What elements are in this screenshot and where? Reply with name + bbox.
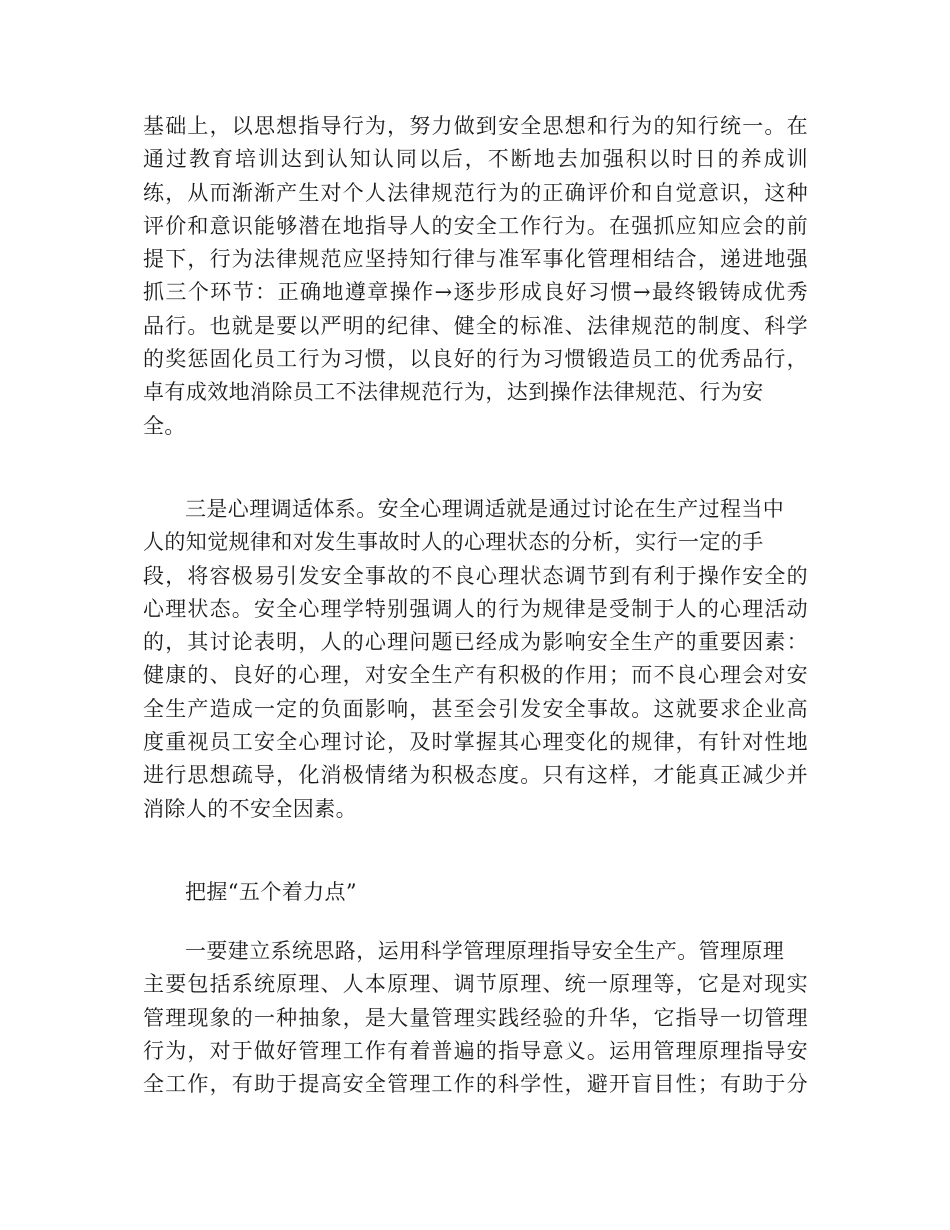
text-line: 管理现象的一种抽象，是大量管理实践经验的升华，它指导一切管理 xyxy=(143,1005,808,1030)
text-line: 主要包括系统原理、人本原理、调节原理、统一原理等，它是对现实 xyxy=(143,972,808,997)
text-line: 把握“五个着力点” xyxy=(185,880,358,904)
text-line: 基础上，以思想指导行为，努力做到安全思想和行为的知行统一。在 xyxy=(143,114,808,138)
text-line: 通过教育培训达到认知认同以后，不断地去加强积以时日的养成训 xyxy=(143,147,808,172)
text-line: 行为，对于做好管理工作有着普遍的指导意义。运用管理原理指导安 xyxy=(143,1038,808,1063)
text-line: 一要建立系统思路，运用科学管理原理指导安全生产。管理原理 xyxy=(185,939,785,963)
text-line: 全工作，有助于提高安全管理工作的科学性，避开盲目性；有助于分 xyxy=(143,1072,808,1097)
text-line: 进行思想疏导，化消极情绪为积极态度。只有这样，才能真正减少并 xyxy=(143,763,808,788)
text-line: 全生产造成一定的负面影响，甚至会引发安全事故。这就要求企业高 xyxy=(143,696,808,721)
text-line: 段，将容极易引发安全事故的不良心理状态调节到有利于操作安全的 xyxy=(143,563,808,588)
text-line: 人的知觉规律和对发生事故时人的心理状态的分析，实行一定的手 xyxy=(143,530,764,555)
paragraph-behavior-norms xyxy=(143,110,808,443)
text-line: 评价和意识能够潜在地指导人的安全工作行为。在强抓应知应会的前 xyxy=(143,213,808,238)
text-line: 练，从而渐渐产生对个人法律规范行为的正确评价和自觉意识，这种 xyxy=(143,180,808,205)
text-line: 度重视员工安全心理讨论，及时掌握其心理变化的规律，有针对性地 xyxy=(143,730,808,755)
text-line: 品行。也就是要以严明的纪律、健全的标准、法律规范的制度、科学 xyxy=(143,313,808,338)
text-line: 提下，行为法律规范应坚持知行律与准军事化管理相结合，递进地强 xyxy=(143,247,808,272)
paragraph-system-thinking xyxy=(143,935,808,1101)
text-line: 三是心理调适体系。安全心理调适就是通过讨论在生产过程当中 xyxy=(185,497,785,521)
text-line: 健康的、良好的心理，对安全生产有积极的作用；而不良心理会对安 xyxy=(143,663,808,688)
text-line: 的，其讨论表明，人的心理问题已经成为影响安全生产的重要因素： xyxy=(143,630,808,655)
paragraph-psychological-adjustment xyxy=(143,493,808,826)
text-line: 的奖惩固化员工行为习惯，以良好的行为习惯锻造员工的优秀品行， xyxy=(143,347,808,372)
text-line: 抓三个环节：正确地遵章操作→逐步形成良好习惯→最终锻铸成优秀 xyxy=(143,280,808,305)
text-line: 心理状态。安全心理学特别强调人的行为规律是受制于人的心理活动 xyxy=(143,596,808,621)
text-line: 消除人的不安全因素。 xyxy=(143,796,357,821)
text-line: 全。 xyxy=(143,413,186,438)
section-heading xyxy=(143,876,808,909)
text-line: 卓有成效地消除员工不法律规范行为，达到操作法律规范、行为安 xyxy=(143,380,764,405)
